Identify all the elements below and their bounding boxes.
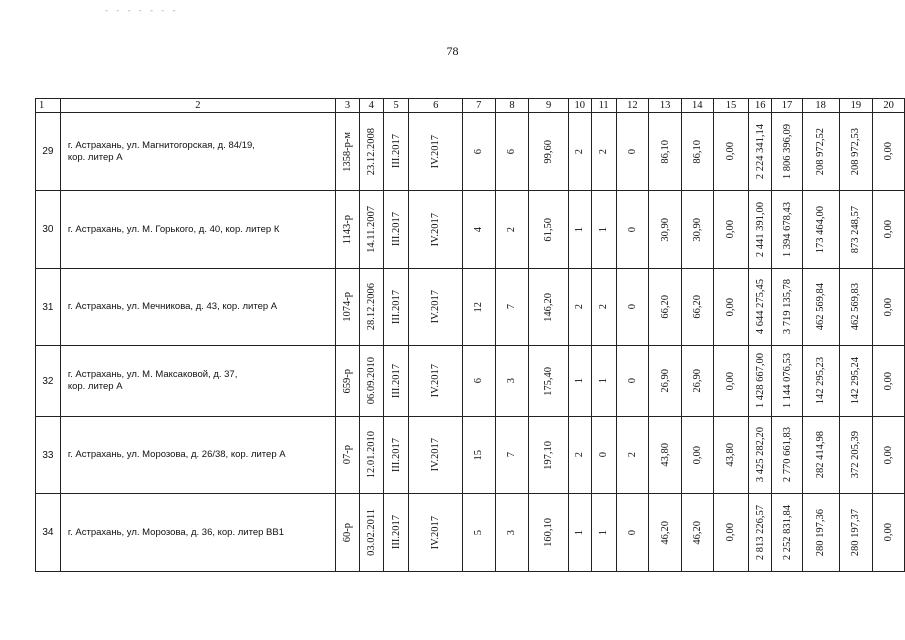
area-resettled-text: 26,90	[691, 369, 703, 393]
area-total-cell	[649, 494, 682, 572]
end-quarter-cell	[409, 269, 462, 346]
rooms-remaining-cell	[616, 494, 649, 572]
area-remaining-cell	[713, 269, 749, 346]
start-quarter-cell	[383, 346, 409, 417]
cost-total-cell	[749, 191, 772, 269]
cost-total-text: 4 644 275,45	[754, 279, 766, 335]
row-number: 30	[36, 191, 61, 269]
column-number-header: 19	[839, 99, 873, 113]
address-line: г. Астрахань, ул. Морозова, д. 36, кор. литер ВВ1	[67, 526, 284, 538]
residents-count-text: 15	[473, 449, 485, 461]
extra-budget-text: 0,00	[883, 220, 895, 239]
area-remaining-text: 0,00	[725, 142, 737, 161]
extra-budget-text: 0,00	[883, 297, 895, 317]
residents-count-text: 12	[473, 301, 485, 313]
area-total-text: 43,80	[659, 443, 671, 467]
area-cell	[529, 191, 569, 269]
start-quarter-text: III.2017	[390, 515, 402, 550]
rooms-resettled-cell	[591, 269, 616, 346]
area-resettled-cell	[681, 269, 713, 346]
order-date-cell	[359, 113, 383, 191]
column-number-header: 6	[409, 99, 462, 113]
area-resettled-text: 66,20	[691, 295, 703, 319]
column-number-header: 18	[802, 99, 839, 113]
rooms-remaining-text: 0	[626, 226, 638, 233]
rooms-resettled-text: 1	[598, 529, 610, 536]
regional-budget-cell	[802, 494, 839, 572]
area-text: 146,20	[543, 292, 555, 322]
order-date-text: 23.12.2008	[365, 127, 377, 176]
fund-text: 2 252 831,84	[781, 504, 793, 561]
fund-cell	[772, 494, 803, 572]
scan-artifact-marks: - - - - - - -	[105, 5, 179, 15]
end-quarter-text: IV.2017	[430, 290, 442, 324]
address-line: г. Астрахань, ул. М. Горького, д. 40, кор. литер К	[67, 223, 280, 235]
rooms-text: 1	[574, 529, 586, 536]
area-text: 160,10	[543, 518, 555, 547]
residents-count-cell	[462, 113, 495, 191]
rooms-remaining-cell	[616, 269, 649, 346]
rooms-resettled-cell	[591, 494, 616, 572]
area-resettled-cell	[681, 417, 713, 494]
address-cell	[60, 191, 335, 269]
regional-budget-cell	[802, 191, 839, 269]
order-date-cell	[359, 269, 383, 346]
order-date-cell	[359, 191, 383, 269]
area-text: 197,10	[543, 440, 555, 470]
fund-text: 2 770 661,83	[781, 427, 793, 483]
order-number-cell	[336, 494, 360, 572]
column-number-header: 8	[495, 99, 529, 113]
rooms-remaining-cell	[616, 113, 649, 191]
cost-total-cell	[749, 346, 772, 417]
column-number-header: 20	[873, 99, 905, 113]
extra-budget-text: 0,00	[883, 142, 895, 161]
cost-total-text: 2 813 226,57	[754, 504, 766, 561]
start-quarter-cell	[383, 113, 409, 191]
rooms-resettled-text: 0	[598, 452, 610, 458]
residents-resettled-text: 6	[506, 148, 518, 155]
column-number-header: 17	[772, 99, 803, 113]
fund-cell	[772, 346, 803, 417]
regional-budget-cell	[802, 346, 839, 417]
address-line: кор. литер А	[67, 151, 123, 163]
start-quarter-text: III.2017	[390, 134, 402, 169]
order-number-cell	[336, 417, 360, 494]
order-number-text: 659-р	[341, 368, 353, 394]
extra-budget-cell	[873, 191, 905, 269]
address-cell	[60, 346, 335, 417]
start-quarter-text: III.2017	[390, 437, 402, 473]
address-cell	[60, 113, 335, 191]
extra-budget-cell	[873, 346, 905, 417]
rooms-resettled-cell	[591, 191, 616, 269]
residents-resettled-cell	[495, 269, 529, 346]
area-total-cell	[649, 191, 682, 269]
table-row	[36, 417, 905, 494]
local-budget-cell	[839, 191, 873, 269]
table-row	[36, 346, 905, 417]
order-number-text: 1358-р-м	[341, 131, 353, 172]
column-number-header: 1	[36, 99, 61, 113]
row-number: 29	[36, 113, 61, 191]
column-number-header: 11	[591, 99, 616, 113]
address-cell	[60, 269, 335, 346]
column-number-row	[36, 99, 905, 113]
cost-total-text: 3 425 282,20	[754, 427, 766, 483]
end-quarter-text: IV.2017	[430, 438, 442, 472]
local-budget-cell	[839, 417, 873, 494]
rooms-remaining-text: 2	[626, 452, 638, 458]
start-quarter-text: III.2017	[390, 212, 402, 247]
fund-text: 1 806 396,09	[781, 123, 793, 180]
end-quarter-cell	[409, 113, 462, 191]
residents-resettled-cell	[495, 113, 529, 191]
area-cell	[529, 113, 569, 191]
rooms-cell	[568, 346, 591, 417]
column-number-header: 5	[383, 99, 409, 113]
table-body	[36, 113, 905, 572]
residents-resettled-cell	[495, 191, 529, 269]
column-number-header: 15	[713, 99, 749, 113]
rooms-cell	[568, 494, 591, 572]
cost-total-text: 1 428 667,00	[754, 353, 766, 409]
regional-budget-text: 280 197,36	[815, 508, 827, 557]
area-total-cell	[649, 113, 682, 191]
residents-resettled-cell	[495, 494, 529, 572]
residents-count-cell	[462, 417, 495, 494]
area-total-cell	[649, 269, 682, 346]
residents-count-cell	[462, 346, 495, 417]
column-number-header: 3	[336, 99, 360, 113]
address-line: кор. литер А	[67, 381, 123, 392]
local-budget-text: 372 205,39	[850, 431, 862, 479]
start-quarter-text: III.2017	[390, 289, 402, 325]
residents-resettled-text: 2	[506, 226, 518, 233]
local-budget-text: 208 972,53	[850, 127, 862, 176]
end-quarter-cell	[409, 346, 462, 417]
rooms-resettled-text: 2	[598, 304, 610, 310]
fund-cell	[772, 113, 803, 191]
rooms-cell	[568, 417, 591, 494]
regional-budget-text: 208 972,52	[815, 127, 827, 176]
area-total-text: 30,90	[659, 217, 671, 242]
area-cell	[529, 494, 569, 572]
area-total-text: 66,20	[659, 295, 671, 319]
area-resettled-text: 0,00	[691, 445, 703, 465]
cost-total-cell	[749, 269, 772, 346]
page-number: 78	[446, 44, 459, 58]
column-number-header: 10	[568, 99, 591, 113]
area-resettled-text: 46,20	[691, 520, 703, 545]
local-budget-text: 280 197,37	[850, 508, 862, 557]
address-cell	[60, 494, 335, 572]
area-text: 175,40	[543, 366, 555, 396]
residents-count-text: 5	[473, 529, 485, 536]
row-number: 32	[36, 346, 61, 417]
rooms-text: 2	[574, 304, 586, 310]
residents-count-cell	[462, 494, 495, 572]
residents-count-cell	[462, 269, 495, 346]
row-number: 34	[36, 494, 61, 572]
end-quarter-text: IV.2017	[430, 134, 442, 169]
regional-budget-text: 282 414,98	[815, 431, 827, 479]
regional-budget-text: 173 464,00	[815, 205, 827, 254]
rooms-cell	[568, 191, 591, 269]
fund-cell	[772, 191, 803, 269]
area-remaining-text: 0,00	[725, 371, 737, 391]
area-cell	[529, 269, 569, 346]
end-quarter-cell	[409, 191, 462, 269]
fund-cell	[772, 417, 803, 494]
local-budget-cell	[839, 346, 873, 417]
cost-total-cell	[749, 417, 772, 494]
order-number-text: 1143-р	[341, 214, 353, 245]
extra-budget-text: 0,00	[883, 523, 895, 542]
address-line: г. Астрахань, ул. М. Максаковой, д. 37,	[67, 369, 238, 380]
residents-count-text: 6	[473, 148, 485, 155]
order-date-text: 06.09.2010	[365, 357, 377, 405]
rooms-text: 2	[574, 148, 586, 155]
area-resettled-text: 30,90	[691, 217, 703, 242]
rooms-cell	[568, 113, 591, 191]
end-quarter-text: IV.2017	[430, 212, 442, 247]
area-cell	[529, 417, 569, 494]
column-number-header: 7	[462, 99, 495, 113]
fund-text: 1 144 076,53	[781, 353, 793, 409]
residents-resettled-text: 7	[506, 452, 518, 458]
column-number-header: 4	[359, 99, 383, 113]
area-remaining-text: 0,00	[725, 523, 737, 542]
area-remaining-cell	[713, 346, 749, 417]
order-date-text: 03.02.2011	[365, 509, 377, 556]
extra-budget-cell	[873, 269, 905, 346]
column-number-header: 14	[681, 99, 713, 113]
order-number-cell	[336, 269, 360, 346]
residents-count-text: 4	[473, 226, 485, 233]
address-cell	[60, 417, 335, 494]
rooms-resettled-text: 1	[598, 226, 610, 233]
order-number-cell	[336, 346, 360, 417]
local-budget-text: 873 248,57	[850, 205, 862, 254]
row-number: 33	[36, 417, 61, 494]
area-total-cell	[649, 346, 682, 417]
rooms-remaining-cell	[616, 417, 649, 494]
rooms-text: 1	[574, 226, 586, 233]
cost-total-text: 2 441 391,00	[754, 201, 766, 258]
area-resettled-cell	[681, 494, 713, 572]
extra-budget-text: 0,00	[883, 445, 895, 465]
residents-count-cell	[462, 191, 495, 269]
extra-budget-text: 0,00	[883, 371, 895, 391]
start-quarter-cell	[383, 191, 409, 269]
address-line: г. Астрахань, ул. Магнитогорская, д. 84/19,	[67, 139, 255, 151]
local-budget-text: 142 295,24	[850, 357, 862, 405]
table-row	[36, 494, 905, 572]
rooms-remaining-text: 0	[626, 378, 638, 384]
area-remaining-text: 0,00	[725, 220, 737, 239]
area-total-cell	[649, 417, 682, 494]
rooms-remaining-text: 0	[626, 529, 638, 536]
residents-resettled-cell	[495, 346, 529, 417]
end-quarter-text: IV.2017	[430, 515, 442, 550]
housing-program-table	[35, 98, 905, 572]
end-quarter-cell	[409, 417, 462, 494]
table-row	[36, 191, 905, 269]
order-date-cell	[359, 417, 383, 494]
column-number-header: 12	[616, 99, 649, 113]
rooms-text: 2	[574, 452, 586, 458]
area-remaining-cell	[713, 494, 749, 572]
area-remaining-cell	[713, 113, 749, 191]
start-quarter-cell	[383, 269, 409, 346]
order-number-cell	[336, 191, 360, 269]
start-quarter-cell	[383, 417, 409, 494]
cost-total-cell	[749, 494, 772, 572]
start-quarter-text: III.2017	[390, 363, 402, 399]
local-budget-cell	[839, 113, 873, 191]
rooms-remaining-cell	[616, 346, 649, 417]
area-remaining-text: 0,00	[725, 297, 737, 317]
end-quarter-text: IV.2017	[430, 364, 442, 398]
column-number-header: 2	[60, 99, 335, 113]
address-line: г. Астрахань, ул. Морозова, д. 26/38, кор. литер А	[67, 449, 286, 460]
local-budget-cell	[839, 494, 873, 572]
regional-budget-text: 462 569,84	[815, 283, 827, 331]
rooms-resettled-cell	[591, 417, 616, 494]
residents-resettled-text: 3	[506, 378, 518, 384]
table-row	[36, 113, 905, 191]
order-number-text: 1074-р	[341, 292, 353, 322]
area-total-text: 86,10	[659, 139, 671, 164]
residents-resettled-text: 3	[506, 529, 518, 536]
rooms-resettled-cell	[591, 113, 616, 191]
extra-budget-cell	[873, 113, 905, 191]
row-number: 31	[36, 269, 61, 346]
order-date-cell	[359, 346, 383, 417]
residents-resettled-text: 7	[506, 304, 518, 310]
residents-count-text: 6	[473, 378, 485, 384]
rooms-resettled-text: 1	[598, 378, 610, 384]
start-quarter-cell	[383, 494, 409, 572]
regional-budget-text: 142 295,23	[815, 357, 827, 405]
rooms-remaining-text: 0	[626, 148, 638, 155]
regional-budget-cell	[802, 417, 839, 494]
regional-budget-cell	[802, 269, 839, 346]
order-number-text: 07-р	[341, 445, 353, 465]
area-resettled-text: 86,10	[691, 139, 703, 164]
area-text: 61,50	[543, 217, 555, 242]
order-date-cell	[359, 494, 383, 572]
local-budget-text: 462 569,83	[850, 283, 862, 331]
area-resettled-cell	[681, 191, 713, 269]
extra-budget-cell	[873, 417, 905, 494]
order-date-text: 14.11.2007	[365, 206, 377, 253]
order-number-text: 60-р	[341, 522, 353, 543]
extra-budget-cell	[873, 494, 905, 572]
column-number-header: 9	[529, 99, 569, 113]
area-cell	[529, 346, 569, 417]
table-row	[36, 269, 905, 346]
order-number-cell	[336, 113, 360, 191]
rooms-remaining-cell	[616, 191, 649, 269]
order-date-text: 28.12.2006	[365, 283, 377, 331]
end-quarter-cell	[409, 494, 462, 572]
area-remaining-cell	[713, 417, 749, 494]
rooms-cell	[568, 269, 591, 346]
regional-budget-cell	[802, 113, 839, 191]
area-remaining-text: 43,80	[725, 443, 737, 467]
column-number-header: 13	[649, 99, 682, 113]
local-budget-cell	[839, 269, 873, 346]
cost-total-text: 2 224 341,14	[754, 123, 766, 180]
column-number-header: 16	[749, 99, 772, 113]
rooms-resettled-cell	[591, 346, 616, 417]
fund-text: 1 394 678,43	[781, 201, 793, 258]
area-remaining-cell	[713, 191, 749, 269]
area-resettled-cell	[681, 346, 713, 417]
order-date-text: 12.01.2010	[365, 431, 377, 479]
area-total-text: 46,20	[659, 520, 671, 545]
rooms-remaining-text: 0	[626, 304, 638, 310]
rooms-text: 1	[574, 378, 586, 384]
fund-text: 3 719 135,78	[781, 279, 793, 335]
rooms-resettled-text: 2	[598, 148, 610, 155]
cost-total-cell	[749, 113, 772, 191]
address-line: г. Астрахань, ул. Мечникова, д. 43, кор. литер А	[67, 301, 278, 312]
fund-cell	[772, 269, 803, 346]
area-resettled-cell	[681, 113, 713, 191]
area-text: 99,60	[543, 139, 555, 164]
area-total-text: 26,90	[659, 369, 671, 393]
residents-resettled-cell	[495, 417, 529, 494]
